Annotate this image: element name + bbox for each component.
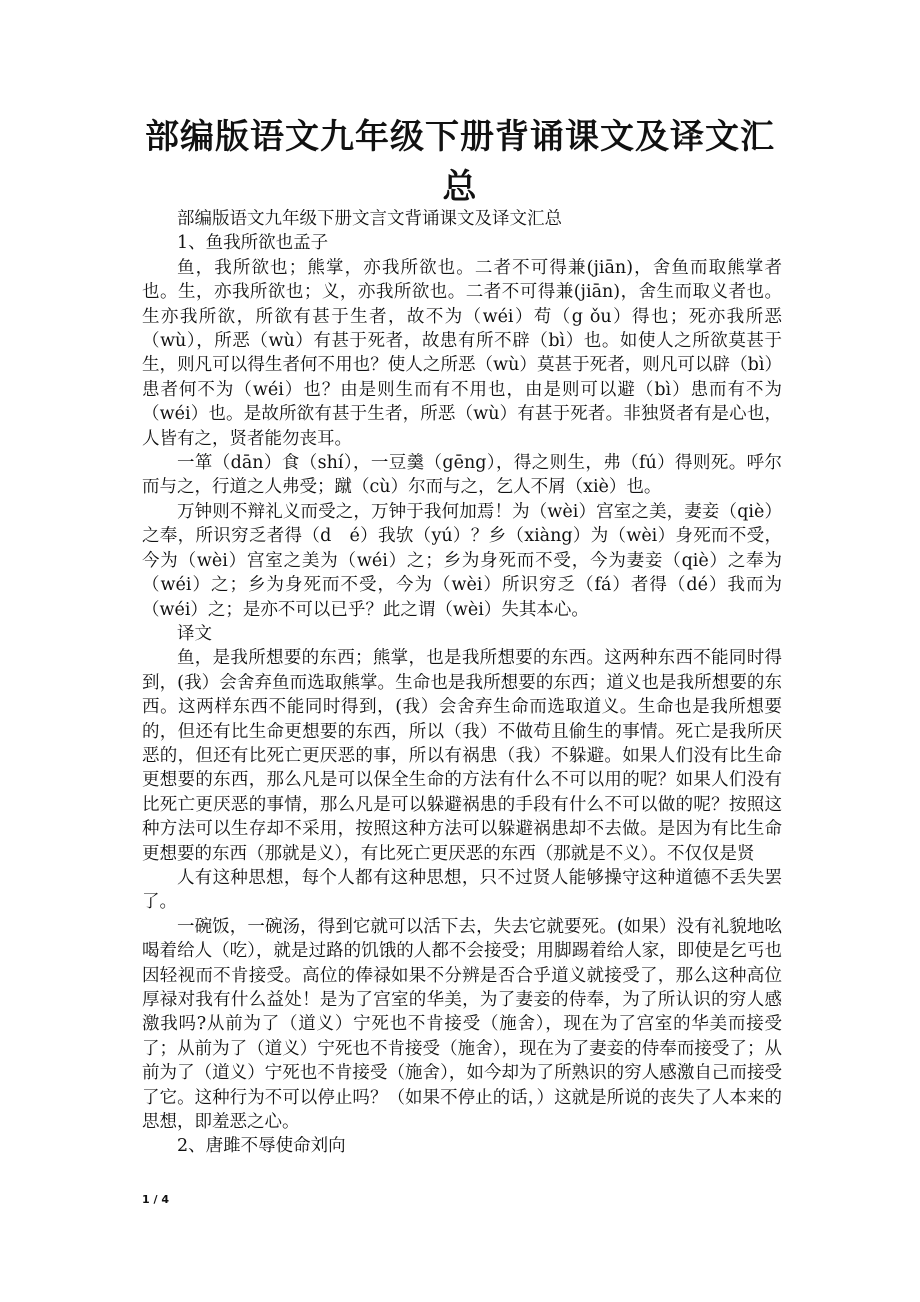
section-heading: 1、鱼我所欲也孟子 bbox=[177, 233, 329, 254]
translation-paragraph: 人有这种思想，每个人都有这种思想，只不过贤人能够操守这种道德不丢失罢了。 bbox=[142, 867, 782, 913]
document-title: 部编版语文九年级下册背诵课文及译文汇总 bbox=[145, 117, 775, 207]
text-paragraph: 万钟则不辩礼义而受之，万钟于我何加焉！为（wèi）宫室之美，妻妾（qiè）之奉，所识穷乏者得（d é）我欤（yú）？乡（xiàng）为（wèi）身死而不受，今为（wèi）宫室之美为（wéi）之；乡为身死而不受，今为妻妾（qiè）之奉为（wéi）之；乡为身死而不受，今为（wèi）所识穷乏（fá）者得（dé）我而为（wéi）之；是亦不可以已乎？此之谓（wèi）失其本心。 bbox=[142, 501, 782, 620]
section-heading: 2、唐雎不辱使命刘向 bbox=[177, 1136, 346, 1157]
text-paragraph: 一箪（dān）食（shí），一豆羹（gēng），得之则生，弗（fú）得则死。呼尔而与之，行道之人弗受；蹴（cù）尔而与之，乞人不屑（xiè）也。 bbox=[142, 453, 782, 498]
translation-paragraph: 鱼，是我所想要的东西；熊掌，也是我所想要的东西。这两种东西不能同时得到，(我）会舍弃鱼而选取熊掌。生命也是我所想要的东西；道义也是我所想要的东西。这两样东西不能同时得到，(我）会舍弃生命而选取道义。生命也是我所想要的，但还有比生命更想要的东西，所以（我）不做苟且偷生的事情。死亡是我所厌恶的，但还有比死亡更厌恶的事，所以有祸患（我）不躲避。如果人们没有比生命更想要的东西，那么凡是可以保全生命的方法有什么不可以用的呢？如果人们没有比死亡更厌恶的事情，那么凡是可以躲避祸患的手段有什么不可以做的呢？按照这种方法可以生存却不采用，按照这种方法可以躲避祸患却不去做。是因为有比生命更想要的东西（那就是义），有比死亡更厌恶的东西（那就是不义）。不仅仅是贤 bbox=[142, 648, 782, 864]
subtitle-paragraph: 部编版语文九年级下册文言文背诵课文及译文汇总 bbox=[177, 209, 562, 229]
translation-heading: 译文 bbox=[177, 623, 212, 644]
page-number: 1 / 4 bbox=[142, 1193, 169, 1206]
document-body bbox=[142, 207, 782, 1159]
translation-paragraph: 一碗饭，一碗汤，得到它就可以活下去，失去它就要死。(如果）没有礼貌地吆喝着给人（吃），就是过路的饥饿的人都不会接受；用脚踢着给人家，即使是乞丐也因轻视而不肯接受。高位的俸禄如果不分辨是否合乎道义就接受了，那么这种高位厚禄对我有什么益处！是为了宫室的华美，为了妻妾的侍奉，为了所认识的穷人感激我吗?从前为了（道义）宁死也不肯接受（施舍），现在为了宫室的华美而接受了；从前为了（道义）宁死也不肯接受（施舍），现在为了妻妾的侍奉而接受了；从前为了（道义）宁死也不肯接受（施舍），如今却为了所熟识的穷人感激自己而接受了它。这种行为不可以停止吗？（如果不停止的话，）这就是所说的丧失了人本来的思想，即羞恶之心。 bbox=[142, 916, 782, 1133]
text-paragraph: 鱼，我所欲也；熊掌，亦我所欲也。二者不可得兼(jiān)，舍鱼而取熊掌者也。生，亦我所欲也；义，亦我所欲也。二者不可得兼(jiān)，舍生而取义者也。生亦我所欲，所欲有甚于生者，故不为（wéi）苟（g ǒu）得也；死亦我所恶（wù），所恶（wù）有甚于死者，故患有所不辟（bì）也。如使人之所欲莫甚于生，则凡可以得生者何不用也？使人之所恶（wù）莫甚于死者，则凡可以辟（bì）患者何不为（wéi）也？由是则生而有不用也，由是则可以避（bì）患而有不为（wéi）也。是故所欲有甚于生者，所恶（wù）有甚于死者。非独贤者有是心也，人皆有之，贤者能勿丧耳。 bbox=[142, 257, 782, 449]
